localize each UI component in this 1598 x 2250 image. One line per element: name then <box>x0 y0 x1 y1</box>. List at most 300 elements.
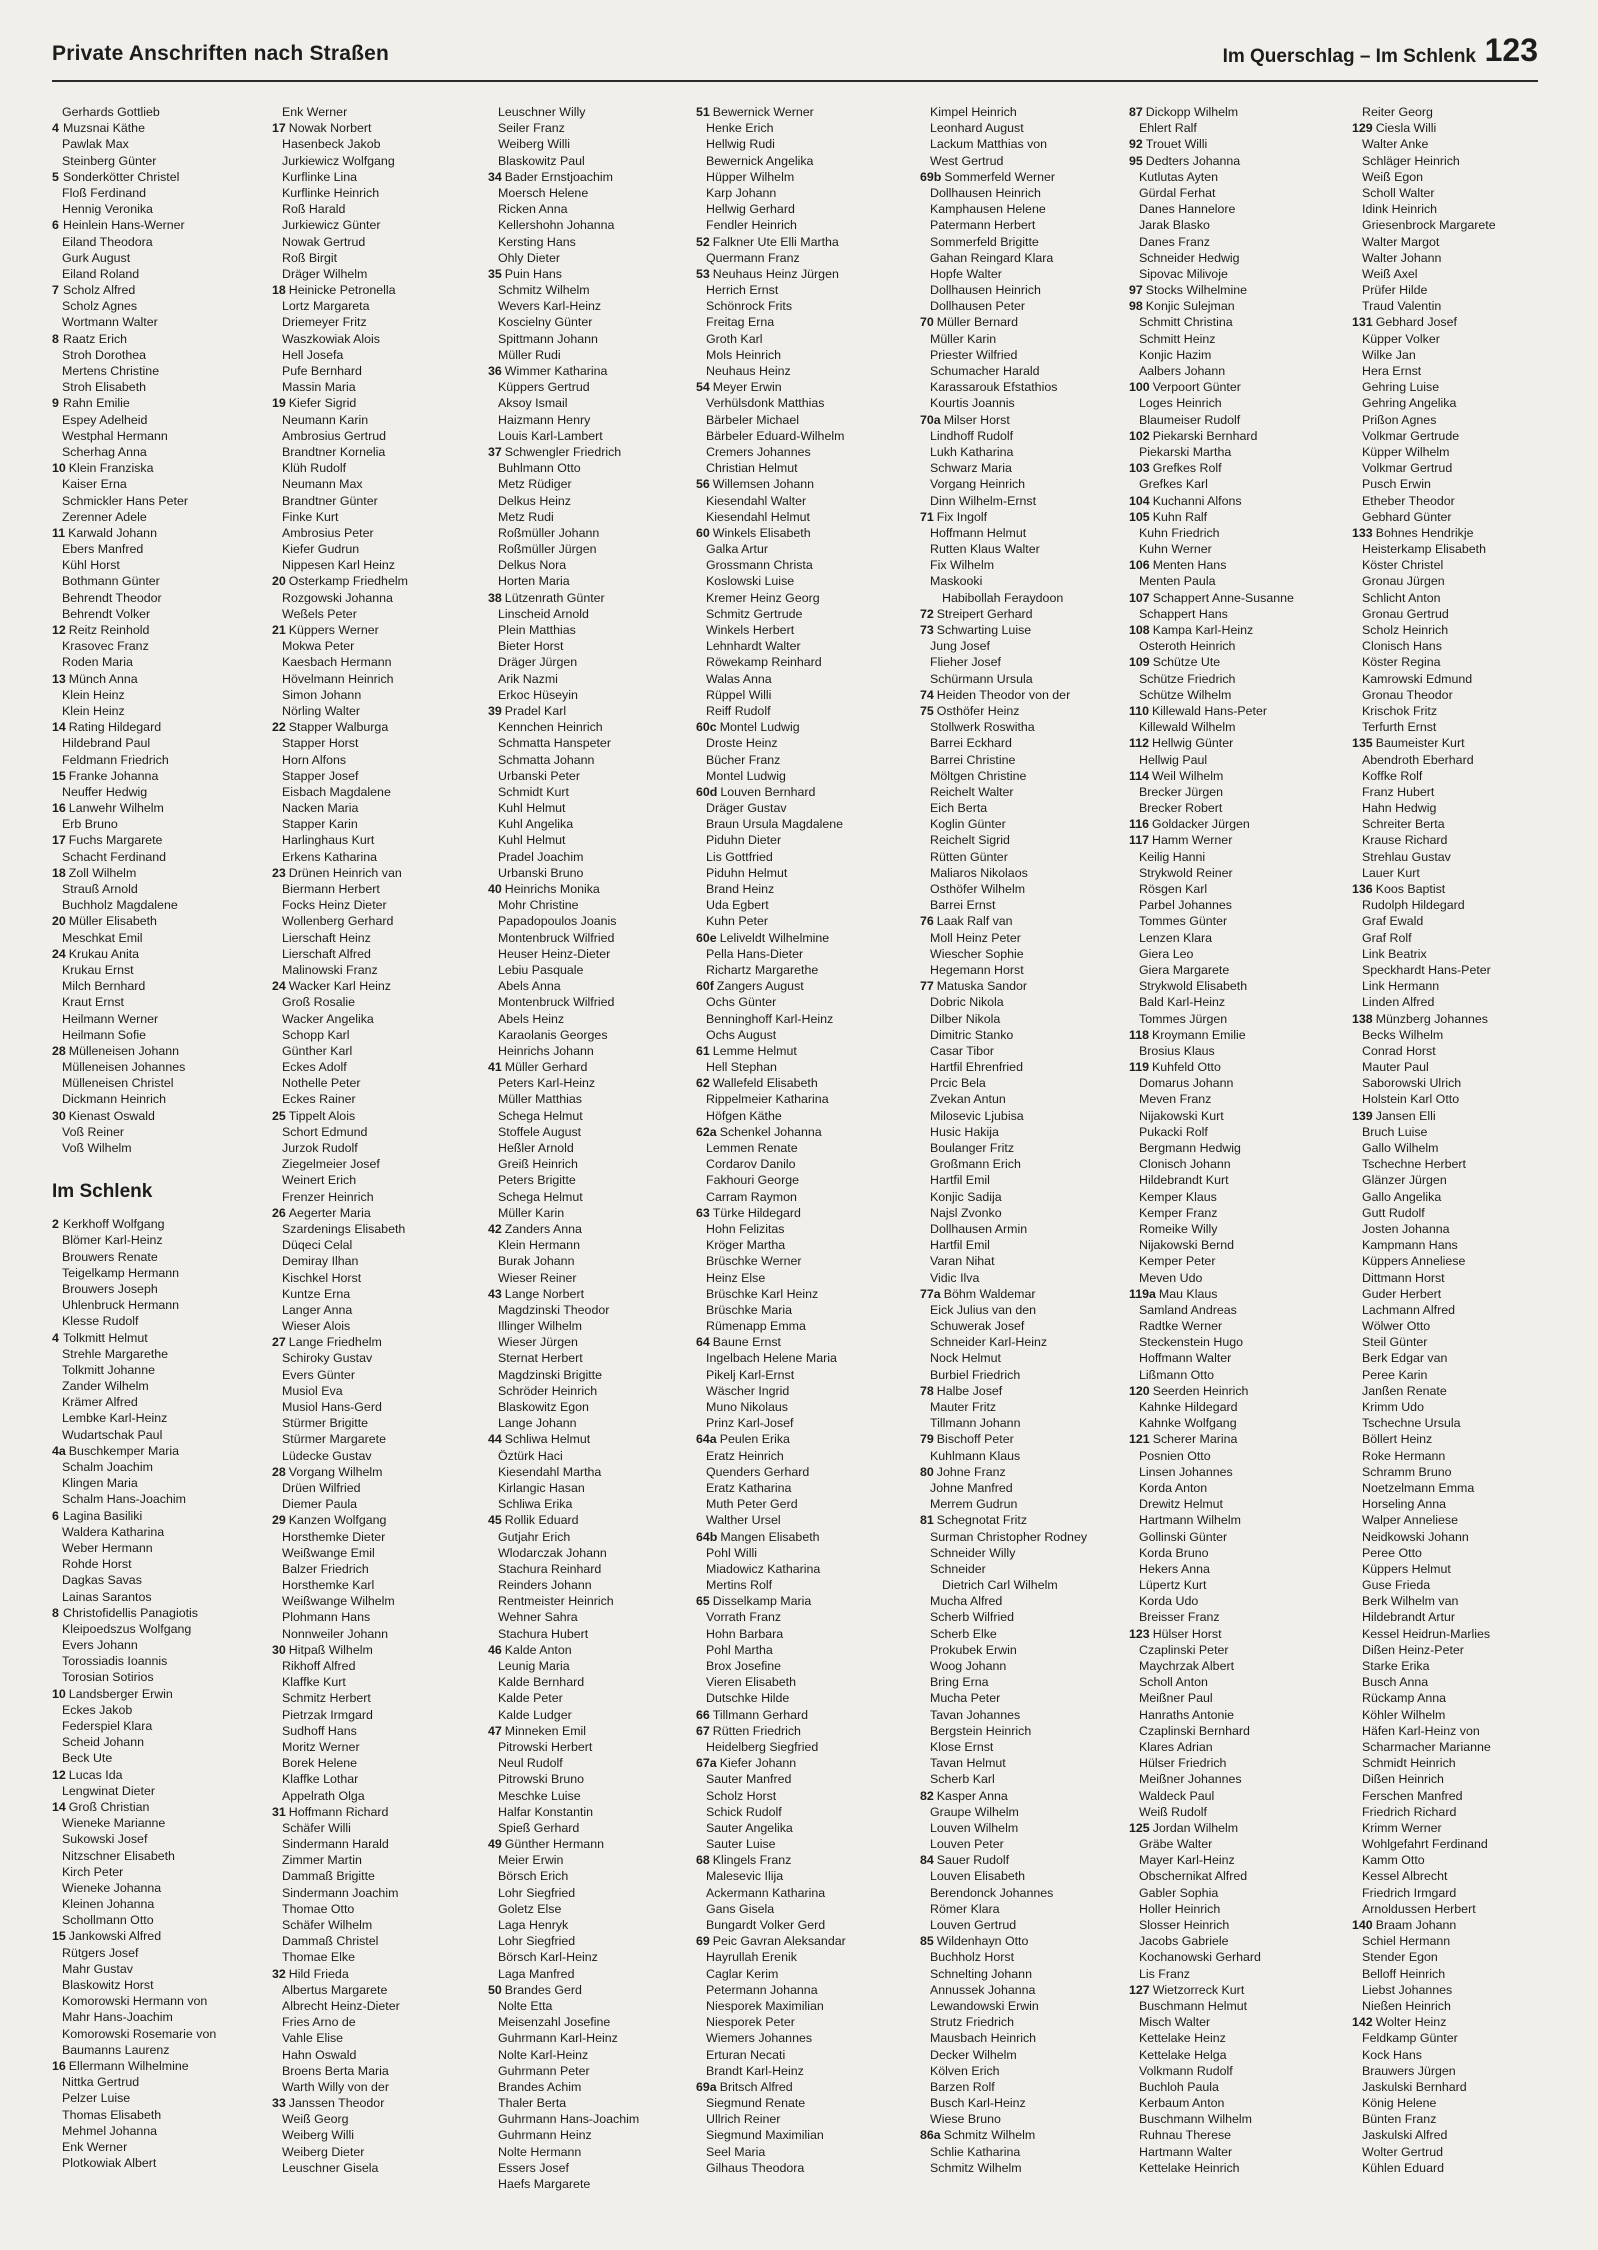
list-item <box>696 1771 914 1787</box>
list-item <box>920 282 1138 298</box>
list-item <box>1352 1302 1570 1318</box>
resident-name: Clonisch Hans <box>1362 639 1442 654</box>
resident-name: Guhrmann Hans-Joachim <box>498 2112 640 2127</box>
house-number: 20 <box>52 914 66 929</box>
resident-name: Aksoy Ismail <box>498 396 568 411</box>
list-item <box>1129 1011 1347 1027</box>
list-item <box>272 314 490 330</box>
resident-name: Brouwers Joseph <box>62 1281 158 1296</box>
resident-name: Ullrich Reiner <box>706 2112 781 2127</box>
column-6 <box>1129 104 1347 2176</box>
list-item <box>1352 752 1570 768</box>
house-number: 60f <box>696 979 714 994</box>
resident-name: Wortmann Walter <box>62 315 158 330</box>
list-item <box>920 671 1138 687</box>
resident-name: Lemme Helmut <box>712 1043 797 1058</box>
house-number: 62 <box>696 1076 710 1091</box>
list-item <box>52 930 270 946</box>
resident-name: Minneken Emil <box>504 1723 587 1738</box>
list-item <box>1129 897 1347 913</box>
resident-name: Köster Christel <box>1362 558 1444 573</box>
resident-name: Mülleneisen Johann <box>68 1043 180 1058</box>
list-item <box>52 1718 270 1734</box>
list-item <box>1352 557 1570 573</box>
list-item <box>696 913 914 929</box>
resident-name: Blömer Karl-Heinz <box>62 1233 163 1248</box>
list-item <box>920 525 1138 541</box>
list-item <box>1352 1253 1570 1269</box>
list-item <box>272 1917 490 1933</box>
list-item <box>488 2030 706 2046</box>
list-item <box>1352 1755 1570 1771</box>
list-item <box>1129 1512 1347 1528</box>
list-item <box>1129 1350 1347 1366</box>
resident-name: Klein Franziska <box>68 461 154 476</box>
list-item <box>696 1011 914 1027</box>
resident-name: Schneider Willy <box>930 1545 1016 1560</box>
house-number: 68 <box>696 1853 710 1868</box>
resident-name: Trouet Willi <box>1145 137 1208 152</box>
list-item <box>52 1815 270 1831</box>
list-item <box>488 2063 706 2079</box>
resident-name: Gutt Rudolf <box>1362 1205 1425 1220</box>
list-item <box>696 347 914 363</box>
list-item <box>920 1448 1138 1464</box>
resident-name: Böllert Heinz <box>1362 1432 1433 1447</box>
resident-name: Eratz Heinrich <box>706 1448 784 1463</box>
list-item <box>1129 234 1347 250</box>
resident-name: Lierschaft Heinz <box>282 930 371 945</box>
list-item <box>272 1609 490 1625</box>
resident-name: Miadowicz Katharina <box>706 1561 821 1576</box>
list-item <box>696 1885 914 1901</box>
list-item <box>272 590 490 606</box>
resident-name: Braun Ursula Magdalene <box>706 817 844 832</box>
resident-name: Fix Ingolf <box>936 509 988 524</box>
list-item <box>52 1108 270 1124</box>
list-item <box>1129 913 1347 929</box>
house-number: 23 <box>272 865 286 880</box>
list-item <box>272 201 490 217</box>
list-item <box>272 298 490 314</box>
resident-name: Brecker Jürgen <box>1139 784 1224 799</box>
resident-name: Bieter Horst <box>498 639 564 654</box>
resident-name: Peic Gavran Aleksandar <box>712 1934 846 1949</box>
resident-name: Weiberg Willi <box>498 137 571 152</box>
resident-name: Beck Ute <box>62 1751 113 1766</box>
resident-name: Küppers Werner <box>288 623 379 637</box>
list-item <box>488 671 706 687</box>
house-number: 142 <box>1352 2015 1373 2030</box>
list-item <box>920 169 1138 185</box>
resident-name: Heinicke Petronella <box>288 283 396 298</box>
resident-name: Wieser Alois <box>282 1319 351 1334</box>
list-item <box>696 703 914 719</box>
resident-name: Varan Nihat <box>930 1254 995 1269</box>
resident-name: Kühlen Eduard <box>1362 2160 1444 2175</box>
list-item <box>1352 638 1570 654</box>
resident-name: Czaplinski Peter <box>1139 1642 1229 1657</box>
resident-name: Muzsnai Käthe <box>63 121 145 136</box>
page-header <box>52 30 1538 82</box>
list-item <box>696 1804 914 1820</box>
resident-name: Kiesendahl Helmut <box>706 509 811 524</box>
resident-name: Walter Margot <box>1362 234 1440 249</box>
resident-name: Klein Heinz <box>62 703 125 718</box>
resident-name: Peters Karl-Heinz <box>498 1076 596 1091</box>
list-item <box>488 201 706 217</box>
list-item <box>696 428 914 444</box>
list-item <box>920 1998 1138 2014</box>
resident-name: Sipovac Milivoje <box>1139 266 1228 281</box>
list-item <box>920 573 1138 589</box>
house-number: 34 <box>488 169 502 184</box>
resident-name: Pitrowski Herbert <box>498 1739 593 1754</box>
resident-name: Quermann Franz <box>706 250 800 265</box>
resident-name: Kleinen Johanna <box>62 1897 155 1912</box>
list-item <box>1352 1318 1570 1334</box>
resident-name: Dilber Nikola <box>930 1011 1001 1026</box>
list-item <box>488 1917 706 1933</box>
resident-name: Christofidellis Panagiotis <box>63 1605 198 1620</box>
resident-name: Feldkamp Günter <box>1362 2031 1458 2046</box>
list-item <box>920 1771 1138 1787</box>
resident-name: Guhrmann Karl-Heinz <box>498 2031 618 2046</box>
resident-name: Milser Horst <box>943 412 1010 427</box>
house-number: 116 <box>1129 817 1149 832</box>
resident-name: Stoffele August <box>498 1124 582 1139</box>
list-item <box>272 1577 490 1593</box>
resident-name: Tolkmitt Helmut <box>63 1330 148 1345</box>
house-number: 129 <box>1352 121 1373 136</box>
list-item <box>1352 201 1570 217</box>
resident-name: Berk Wilhelm van <box>1362 1594 1459 1609</box>
list-item <box>696 363 914 379</box>
list-item <box>52 897 270 913</box>
resident-name: Konjic Sulejman <box>1145 299 1235 314</box>
resident-name: Radtke Werner <box>1139 1319 1223 1334</box>
list-item <box>920 703 1138 719</box>
list-item <box>52 525 270 541</box>
house-number: 30 <box>272 1642 286 1657</box>
list-item <box>920 379 1138 395</box>
resident-name: Brand Heinz <box>706 882 775 896</box>
list-item <box>488 1707 706 1723</box>
list-item <box>920 314 1138 330</box>
list-item <box>1352 1609 1570 1625</box>
list-item <box>272 217 490 233</box>
list-item <box>1129 1431 1347 1447</box>
list-item <box>920 2014 1138 2030</box>
list-item <box>52 2058 270 2074</box>
resident-name: Gronau Jürgen <box>1362 574 1445 589</box>
list-item <box>52 1896 270 1912</box>
list-item <box>1352 509 1570 525</box>
list-item <box>920 1124 1138 1140</box>
resident-name: Gans Gisela <box>706 1901 775 1916</box>
list-item <box>1129 654 1347 670</box>
list-item <box>696 881 914 897</box>
list-item <box>1129 1788 1347 1804</box>
resident-name: Uda Egbert <box>706 898 769 913</box>
list-item <box>52 476 270 492</box>
resident-name: Ambrosius Gertrud <box>282 428 386 443</box>
resident-name: Dietrich Carl Wilhelm <box>942 1578 1058 1593</box>
resident-name: Schmatta Johann <box>498 752 595 767</box>
house-number: 60 <box>696 525 710 540</box>
resident-name: Link Beatrix <box>1362 946 1427 961</box>
resident-name: Jankowski Alfred <box>68 1929 162 1944</box>
resident-name: Vieren Elisabeth <box>706 1675 797 1690</box>
resident-name: Mülleneisen Christel <box>62 1076 174 1091</box>
list-item <box>1129 1674 1347 1690</box>
resident-name: West Gertrud <box>930 153 1004 168</box>
list-item <box>696 590 914 606</box>
resident-name: Schacht Ferdinand <box>62 849 167 864</box>
resident-name: Roden Maria <box>62 655 133 670</box>
list-item <box>1352 1966 1570 1982</box>
resident-name: Kamrowski Edmund <box>1362 671 1473 686</box>
list-item <box>920 541 1138 557</box>
resident-name: Eich Berta <box>930 801 988 816</box>
list-item <box>920 460 1138 476</box>
resident-name: Haizmann Henry <box>498 412 591 427</box>
resident-name: Schmitz Wilhelm <box>930 2160 1022 2175</box>
resident-name: Wacker Karl Heinz <box>288 979 391 994</box>
resident-name: Weiberg Dieter <box>282 2144 365 2159</box>
list-item <box>52 1427 270 1443</box>
list-item <box>920 1431 1138 1447</box>
list-item <box>696 1318 914 1334</box>
resident-name: Sauter Luise <box>706 1837 776 1852</box>
resident-name: Prinz Karl-Josef <box>706 1416 794 1431</box>
house-number: 6 <box>52 218 59 233</box>
list-item <box>1352 849 1570 865</box>
resident-name: Hövelmann Heinrich <box>282 671 394 686</box>
resident-name: Ferschen Manfred <box>1362 1788 1463 1803</box>
list-item <box>696 1966 914 1982</box>
resident-name: Wiescher Sophie <box>930 946 1024 961</box>
resident-name: Lindhoff Rudolf <box>930 428 1014 443</box>
resident-name: Volkmar Gertrud <box>1362 461 1453 476</box>
resident-name: Falkner Ute Elli Martha <box>712 234 839 249</box>
list-item <box>1129 816 1347 832</box>
resident-name: Groß Rosalie <box>282 995 355 1010</box>
resident-name: Wieser Jürgen <box>498 1335 578 1350</box>
list-item <box>696 2014 914 2030</box>
list-item <box>272 104 490 120</box>
list-item <box>696 1253 914 1269</box>
resident-name: Weiß Axel <box>1362 266 1418 281</box>
house-number: 52 <box>696 234 710 249</box>
house-number: 79 <box>920 1432 934 1447</box>
list-item <box>920 654 1138 670</box>
list-item <box>52 1977 270 1993</box>
list-item <box>1352 1091 1570 1107</box>
house-number: 32 <box>272 1966 286 1981</box>
list-item <box>1352 1415 1570 1431</box>
house-number: 84 <box>920 1853 934 1868</box>
resident-name: Espey Adelheid <box>62 412 148 427</box>
resident-name: Korda Bruno <box>1139 1545 1209 1560</box>
resident-name: Ingelbach Helene Maria <box>706 1351 837 1366</box>
list-item <box>1352 1658 1570 1674</box>
list-item <box>1352 946 1570 962</box>
list-item <box>52 1880 270 1896</box>
resident-name: Parbel Johannes <box>1139 898 1232 913</box>
resident-name: Aegerter Maria <box>288 1205 371 1220</box>
resident-name: Jaskulski Alfred <box>1362 2128 1448 2143</box>
list-item <box>272 282 490 298</box>
resident-name: Zvekan Antun <box>930 1092 1006 1107</box>
list-item <box>696 153 914 169</box>
resident-name: Koos Baptist <box>1375 882 1446 896</box>
list-item <box>920 2063 1138 2079</box>
list-item <box>1352 800 1570 816</box>
list-item <box>696 784 914 800</box>
resident-name: Münzberg Johannes <box>1375 1011 1488 1026</box>
resident-name: Gebhard Josef <box>1375 315 1457 330</box>
house-number: 131 <box>1352 315 1373 330</box>
list-item <box>1129 136 1347 152</box>
list-item <box>920 1415 1138 1431</box>
list-item <box>1129 525 1347 541</box>
resident-name: Stroh Dorothea <box>62 347 147 362</box>
list-item <box>696 638 914 654</box>
list-item <box>696 1480 914 1496</box>
resident-name: Krimm Werner <box>1362 1820 1442 1835</box>
list-item <box>696 2111 914 2127</box>
resident-name: Schwarting Luise <box>936 623 1032 637</box>
list-item <box>272 444 490 460</box>
resident-name: Klein Hermann <box>498 1238 580 1253</box>
list-item <box>52 1540 270 1556</box>
resident-name: Scholz Horst <box>706 1788 777 1803</box>
resident-name: Kiesendahl Walter <box>706 493 807 508</box>
list-item <box>1352 1448 1570 1464</box>
resident-name: Wietzorreck Kurt <box>1152 1982 1245 1997</box>
resident-name: Surman Christopher Rodney <box>930 1529 1088 1544</box>
resident-name: Barzen Rolf <box>930 2079 995 2094</box>
list-item <box>488 1512 706 1528</box>
resident-name: Lagina Basiliki <box>63 1508 143 1523</box>
resident-name: Schmidt Kurt <box>498 784 569 799</box>
list-item <box>272 1091 490 1107</box>
list-item <box>1352 1998 1570 2014</box>
list-item <box>920 2095 1138 2111</box>
list-item <box>488 1885 706 1901</box>
resident-name: Guder Herbert <box>1362 1286 1442 1301</box>
list-item <box>696 1367 914 1383</box>
resident-name: Weinert Erich <box>282 1173 357 1188</box>
list-item <box>920 201 1138 217</box>
list-item <box>920 1868 1138 1884</box>
list-item <box>52 784 270 800</box>
street-heading: Im Schlenk <box>52 1181 153 1203</box>
list-item <box>52 1011 270 1027</box>
resident-name: Pelzer Luise <box>62 2091 131 2106</box>
resident-name: Hartmann Wilhelm <box>1139 1513 1241 1528</box>
resident-name: Czaplinski Bernhard <box>1139 1723 1250 1738</box>
list-item <box>1352 1124 1570 1140</box>
resident-name: Kuhl Helmut <box>498 801 566 816</box>
resident-name: Leunig Maria <box>498 1659 570 1673</box>
list-item <box>696 1108 914 1124</box>
resident-name: Kalde Bernhard <box>498 1675 585 1690</box>
list-item <box>1352 1221 1570 1237</box>
resident-name: Saborowski Ulrich <box>1362 1076 1462 1091</box>
list-item <box>272 1383 490 1399</box>
list-item <box>272 994 490 1010</box>
resident-name: Rümenapp Emma <box>706 1319 806 1334</box>
list-item <box>272 476 490 492</box>
house-number: 5 <box>52 169 59 184</box>
house-number: 17 <box>272 121 286 136</box>
list-item <box>920 1966 1138 1982</box>
resident-name: Seel Maria <box>706 2144 766 2159</box>
list-item <box>920 1545 1138 1561</box>
house-number: 75 <box>920 703 934 718</box>
list-item <box>52 201 270 217</box>
resident-name: Louven Peter <box>930 1837 1004 1852</box>
resident-name: Linden Alfred <box>1362 995 1435 1010</box>
resident-name: Strykwold Reiner <box>1139 865 1233 880</box>
list-item <box>52 752 270 768</box>
list-item <box>920 897 1138 913</box>
list-item <box>1129 1626 1347 1642</box>
list-item <box>272 1124 490 1140</box>
list-item <box>1352 784 1570 800</box>
list-item <box>272 1367 490 1383</box>
list-item <box>488 1059 706 1075</box>
resident-name: Terfurth Ernst <box>1362 720 1437 735</box>
list-item <box>488 703 706 719</box>
resident-name: Gurk August <box>62 250 131 265</box>
resident-name: Horn Alfons <box>282 752 347 767</box>
list-item <box>1352 153 1570 169</box>
resident-name: Korda Udo <box>1139 1594 1199 1609</box>
list-item <box>1352 120 1570 136</box>
list-item <box>1129 2127 1347 2143</box>
list-item <box>272 2127 490 2143</box>
resident-name: Roßmüller Johann <box>498 525 600 540</box>
list-item <box>1352 234 1570 250</box>
house-number: 28 <box>272 1464 286 1479</box>
list-item <box>1352 1739 1570 1755</box>
list-item <box>696 719 914 735</box>
list-item <box>488 849 706 865</box>
list-item <box>1352 1642 1570 1658</box>
resident-name: Hahn Hedwig <box>1362 801 1437 816</box>
resident-name: Lachmann Alfred <box>1362 1302 1455 1317</box>
resident-name: Erkens Katharina <box>282 849 378 864</box>
resident-name: Burbiel Friedrich <box>930 1367 1021 1382</box>
resident-name: Rösgen Karl <box>1139 882 1208 896</box>
resident-name: Seiler Franz <box>498 121 565 136</box>
resident-name: Moersch Helene <box>498 185 589 200</box>
resident-name: Conrad Horst <box>1362 1043 1436 1058</box>
house-number: 135 <box>1352 736 1373 751</box>
list-item <box>696 930 914 946</box>
list-item <box>488 1189 706 1205</box>
resident-name: Braam Johann <box>1375 1918 1457 1932</box>
resident-name: Blaumeiser Rudolf <box>1139 412 1241 427</box>
resident-name: Idink Heinrich <box>1362 202 1438 217</box>
resident-name: Peree Otto <box>1362 1545 1422 1560</box>
list-item <box>1352 347 1570 363</box>
resident-name: Hell Josefa <box>282 347 344 362</box>
resident-name: Horseling Anna <box>1362 1497 1447 1512</box>
